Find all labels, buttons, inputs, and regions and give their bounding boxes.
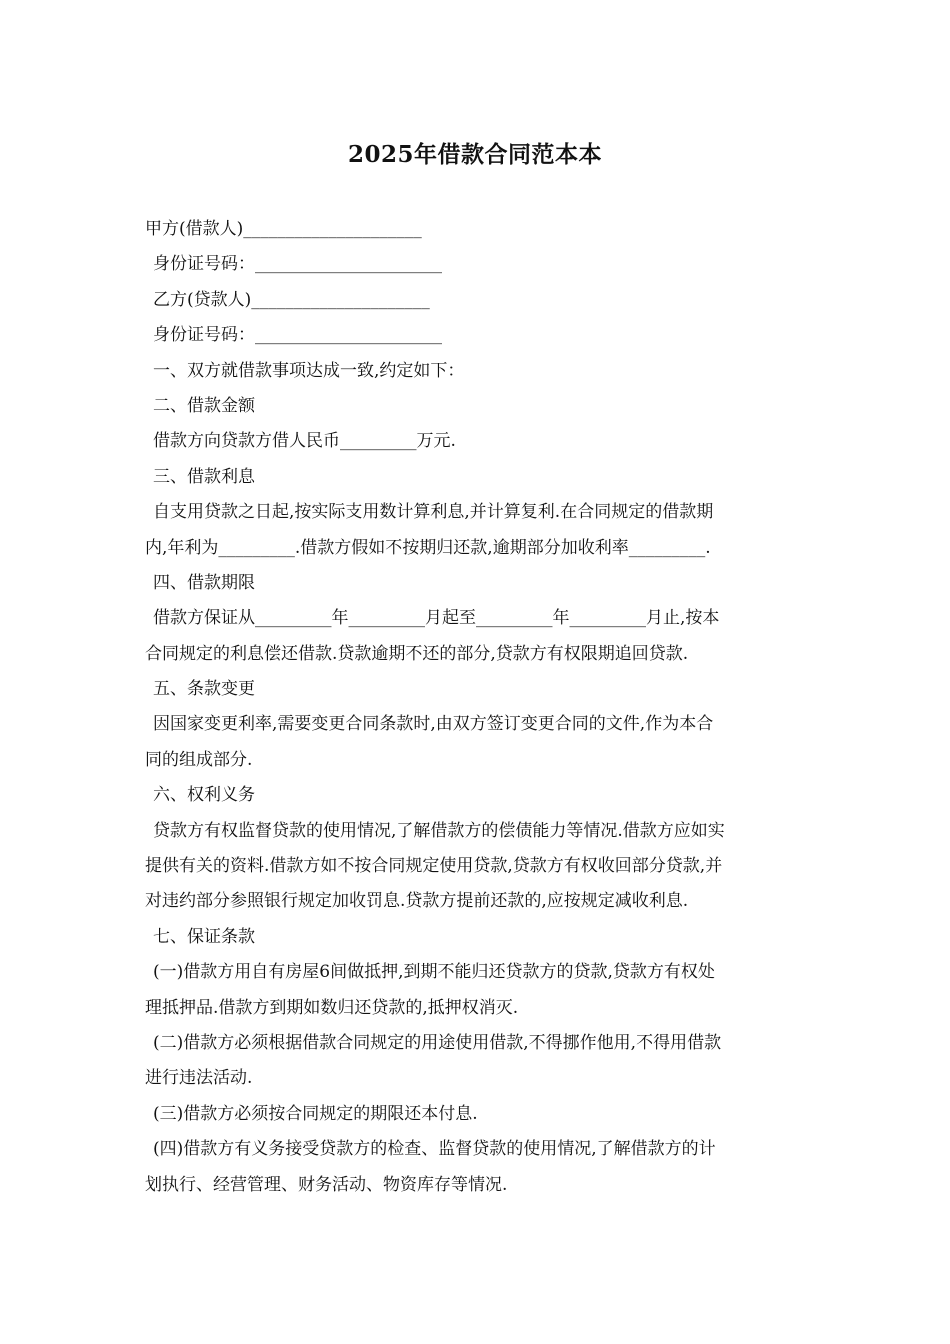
party-b-line: 乙方(贷款人)_____________________ [153,289,430,310]
paragraph-line: (四)借款方有义务接受贷款方的检查、监督贷款的使用情况,了解借款方的计 [153,1139,716,1160]
paragraph-line: (一)借款方用自有房屋6间做抵押,到期不能归还贷款方的贷款,贷款方有权处 [153,962,715,983]
party-a-line: 甲方(借款人)_____________________ [145,219,422,239]
section-heading-4: 四、借款期限 [153,572,255,593]
paragraph-line: 划执行、经营管理、财务活动、物资库存等情况. [145,1174,508,1195]
paragraph-line: 贷款方有权监督贷款的使用情况,了解借款方的偿债能力等情况.借款方应如实 [153,820,725,841]
paragraph-line: 自支用贷款之日起,按实际支用数计算利息,并计算复利.在合同规定的借款期 [153,502,714,523]
section-heading-1: 一、双方就借款事项达成一致,约定如下： [153,360,465,381]
paragraph-line: 因国家变更利率,需要变更合同条款时,由双方签订变更合同的文件,作为本合 [153,714,714,735]
paragraph-line: 同的组成部分. [145,749,253,770]
paragraph-line: (三)借款方必须按合同规定的期限还本付息. [153,1103,478,1124]
section-heading-7: 七、保证条款 [153,926,255,947]
paragraph-line: 借款方保证从_________年_________月起至_________年_________月止,按本 [153,608,720,629]
paragraph-line: 对违约部分参照银行规定加收罚息.贷款方提前还款的,应按规定减收利息. [145,891,689,912]
document-title: 2025年借款合同范本本 [347,141,602,168]
paragraph-line: 进行违法活动. [145,1068,253,1089]
party-b-id-line: 身份证号码：______________________ [153,325,442,346]
section-heading-6: 六、权利义务 [153,785,255,806]
section-heading-3: 三、借款利息 [153,466,255,487]
paragraph-line: 提供有关的资料.借款方如不按合同规定使用贷款,贷款方有权收回部分贷款,并 [145,856,723,877]
document-body [145,212,810,1203]
paragraph-line: 理抵押品.借款方到期如数归还贷款的,抵押权消灭. [145,997,519,1018]
paragraph-line: (二)借款方必须根据借款合同规定的用途使用借款,不得挪作他用,不得用借款 [153,1032,722,1053]
party-a-id-line: 身份证号码：______________________ [153,254,442,275]
section-heading-5: 五、条款变更 [153,679,255,700]
paragraph-line: 内,年利为_________.借款方假如不按期归还款,逾期部分加收利率_________. [145,537,711,558]
paragraph-line: 合同规定的利息偿还借款.贷款逾期不还的部分,贷款方有权限期追回贷款. [145,643,689,664]
section-heading-2: 二、借款金额 [153,395,255,416]
paragraph-line: 借款方向贷款方借人民币_________万元. [153,431,456,452]
